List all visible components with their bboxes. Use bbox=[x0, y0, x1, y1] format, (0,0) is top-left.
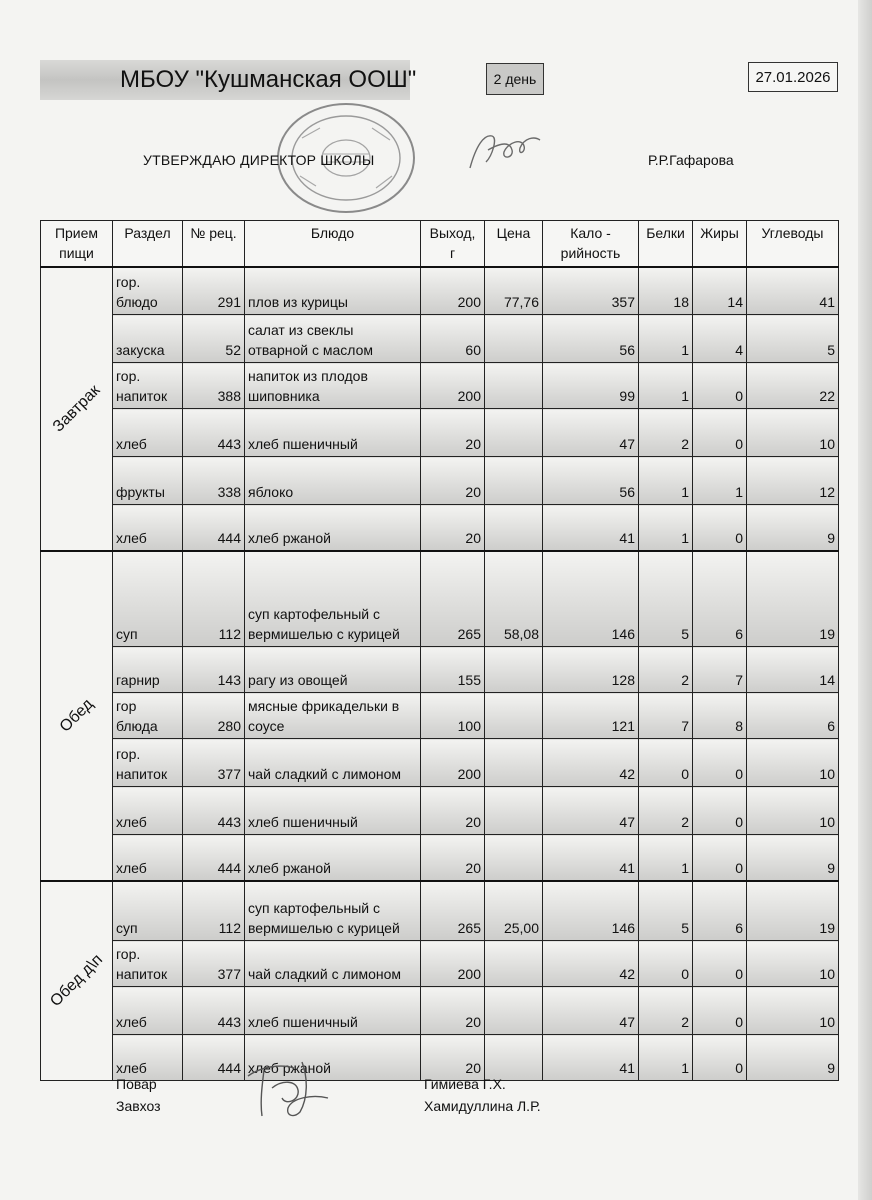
dish-cell: рагу из овощей bbox=[245, 647, 421, 693]
carbs-cell: 6 bbox=[747, 693, 839, 739]
price-cell bbox=[485, 835, 543, 881]
price-cell: 77,76 bbox=[485, 267, 543, 315]
table-row bbox=[41, 1035, 839, 1081]
dish-cell: хлеб пшеничный bbox=[245, 409, 421, 457]
calories-cell: 121 bbox=[543, 693, 639, 739]
fat-cell: 7 bbox=[693, 647, 747, 693]
carbs-cell: 10 bbox=[747, 987, 839, 1035]
recipe-cell: 443 bbox=[183, 987, 245, 1035]
table-row bbox=[41, 941, 839, 987]
dish-cell: суп картофельный с вермишелью с курицей bbox=[245, 881, 421, 941]
carbs-cell: 10 bbox=[747, 409, 839, 457]
price-cell bbox=[485, 315, 543, 363]
output-cell: 155 bbox=[421, 647, 485, 693]
fat-cell: 0 bbox=[693, 409, 747, 457]
page-title: МБОУ "Кушманская ООШ" bbox=[120, 66, 417, 93]
dish-cell: напиток из плодов шиповника bbox=[245, 363, 421, 409]
output-cell: 100 bbox=[421, 693, 485, 739]
price-cell bbox=[485, 647, 543, 693]
calories-cell: 146 bbox=[543, 551, 639, 647]
col-protein: Белки bbox=[639, 221, 693, 267]
output-cell: 200 bbox=[421, 941, 485, 987]
price-cell bbox=[485, 787, 543, 835]
calories-cell: 47 bbox=[543, 987, 639, 1035]
calories-cell: 47 bbox=[543, 787, 639, 835]
table-row bbox=[41, 551, 839, 647]
section-cell: хлеб bbox=[113, 835, 183, 881]
output-cell: 200 bbox=[421, 363, 485, 409]
section-cell: фрукты bbox=[113, 457, 183, 505]
price-cell bbox=[485, 941, 543, 987]
col-carbs: Углеводы bbox=[747, 221, 839, 267]
section-cell: гор. напиток bbox=[113, 739, 183, 787]
carbs-cell: 12 bbox=[747, 457, 839, 505]
section-cell: хлеб bbox=[113, 505, 183, 551]
table-row bbox=[41, 409, 839, 457]
calories-cell: 41 bbox=[543, 505, 639, 551]
recipe-cell: 444 bbox=[183, 1035, 245, 1081]
price-cell bbox=[485, 363, 543, 409]
protein-cell: 5 bbox=[639, 881, 693, 941]
scan-edge-shadow bbox=[858, 0, 872, 1200]
protein-cell: 1 bbox=[639, 505, 693, 551]
calories-cell: 47 bbox=[543, 409, 639, 457]
storekeeper-role: Завхоз bbox=[116, 1098, 161, 1114]
dish-cell: хлеб ржаной bbox=[245, 835, 421, 881]
protein-cell: 1 bbox=[639, 315, 693, 363]
price-cell bbox=[485, 409, 543, 457]
col-output: Выход, г bbox=[421, 221, 485, 267]
fat-cell: 6 bbox=[693, 881, 747, 941]
section-cell: хлеб bbox=[113, 987, 183, 1035]
calories-cell: 56 bbox=[543, 457, 639, 505]
output-cell: 265 bbox=[421, 881, 485, 941]
price-cell: 58,08 bbox=[485, 551, 543, 647]
output-cell: 20 bbox=[421, 835, 485, 881]
meal-cell bbox=[41, 551, 113, 881]
section-cell: хлеб bbox=[113, 1035, 183, 1081]
dish-cell: чай сладкий с лимоном bbox=[245, 941, 421, 987]
dish-cell: салат из свеклы отварной с маслом bbox=[245, 315, 421, 363]
output-cell: 20 bbox=[421, 1035, 485, 1081]
table-row bbox=[41, 881, 839, 941]
output-cell: 200 bbox=[421, 267, 485, 315]
table-row bbox=[41, 787, 839, 835]
carbs-cell: 41 bbox=[747, 267, 839, 315]
protein-cell: 1 bbox=[639, 363, 693, 409]
table-row bbox=[41, 835, 839, 881]
fat-cell: 4 bbox=[693, 315, 747, 363]
section-cell: гарнир bbox=[113, 647, 183, 693]
dish-cell: суп картофельный с вермишелью с курицей bbox=[245, 551, 421, 647]
recipe-cell: 377 bbox=[183, 941, 245, 987]
protein-cell: 1 bbox=[639, 1035, 693, 1081]
price-cell bbox=[485, 457, 543, 505]
dish-cell: хлеб пшеничный bbox=[245, 987, 421, 1035]
price-cell bbox=[485, 987, 543, 1035]
price-cell bbox=[485, 693, 543, 739]
meal-cell bbox=[41, 267, 113, 551]
recipe-cell: 443 bbox=[183, 787, 245, 835]
col-section: Раздел bbox=[113, 221, 183, 267]
price-cell bbox=[485, 505, 543, 551]
dish-cell: хлеб ржаной bbox=[245, 1035, 421, 1081]
fat-cell: 8 bbox=[693, 693, 747, 739]
director-signature bbox=[462, 128, 546, 174]
meal-label: Обед д\п bbox=[46, 950, 106, 1010]
carbs-cell: 9 bbox=[747, 835, 839, 881]
table-row bbox=[41, 647, 839, 693]
cook-role: Повар bbox=[116, 1076, 157, 1092]
recipe-cell: 377 bbox=[183, 739, 245, 787]
calories-cell: 41 bbox=[543, 835, 639, 881]
recipe-cell: 112 bbox=[183, 551, 245, 647]
date-box: 27.01.2026 bbox=[748, 62, 838, 92]
table-row bbox=[41, 267, 839, 315]
output-cell: 20 bbox=[421, 987, 485, 1035]
approval-line: УТВЕРЖДАЮ ДИРЕКТОР ШКОЛЫ bbox=[143, 152, 375, 168]
fat-cell: 0 bbox=[693, 787, 747, 835]
recipe-cell: 443 bbox=[183, 409, 245, 457]
cook-signature bbox=[242, 1058, 334, 1120]
output-cell: 20 bbox=[421, 505, 485, 551]
price-cell: 25,00 bbox=[485, 881, 543, 941]
carbs-cell: 19 bbox=[747, 881, 839, 941]
output-cell: 20 bbox=[421, 457, 485, 505]
fat-cell: 0 bbox=[693, 987, 747, 1035]
recipe-cell: 52 bbox=[183, 315, 245, 363]
section-cell: закуска bbox=[113, 315, 183, 363]
carbs-cell: 5 bbox=[747, 315, 839, 363]
storekeeper-name: Хамидуллина Л.Р. bbox=[424, 1098, 541, 1114]
section-cell: гор. напиток bbox=[113, 363, 183, 409]
protein-cell: 18 bbox=[639, 267, 693, 315]
calories-cell: 41 bbox=[543, 1035, 639, 1081]
dish-cell: хлеб ржаной bbox=[245, 505, 421, 551]
carbs-cell: 14 bbox=[747, 647, 839, 693]
dish-cell: хлеб пшеничный bbox=[245, 787, 421, 835]
table-row bbox=[41, 505, 839, 551]
dish-cell: плов из курицы bbox=[245, 267, 421, 315]
fat-cell: 0 bbox=[693, 941, 747, 987]
protein-cell: 2 bbox=[639, 409, 693, 457]
protein-cell: 0 bbox=[639, 739, 693, 787]
section-cell: хлеб bbox=[113, 787, 183, 835]
carbs-cell: 9 bbox=[747, 1035, 839, 1081]
fat-cell: 6 bbox=[693, 551, 747, 647]
table-header-row bbox=[41, 221, 839, 267]
meal-label: Завтрак bbox=[49, 381, 103, 435]
output-cell: 265 bbox=[421, 551, 485, 647]
calories-cell: 99 bbox=[543, 363, 639, 409]
recipe-cell: 143 bbox=[183, 647, 245, 693]
table-row bbox=[41, 987, 839, 1035]
carbs-cell: 10 bbox=[747, 787, 839, 835]
cook-name: Гимиева Г.Х. bbox=[424, 1076, 506, 1092]
table-row bbox=[41, 315, 839, 363]
protein-cell: 5 bbox=[639, 551, 693, 647]
section-cell: суп bbox=[113, 551, 183, 647]
fat-cell: 0 bbox=[693, 363, 747, 409]
table-row bbox=[41, 693, 839, 739]
carbs-cell: 19 bbox=[747, 551, 839, 647]
meal-group bbox=[41, 881, 839, 1081]
section-cell: гор. блюдо bbox=[113, 267, 183, 315]
calories-cell: 146 bbox=[543, 881, 639, 941]
recipe-cell: 338 bbox=[183, 457, 245, 505]
fat-cell: 0 bbox=[693, 505, 747, 551]
recipe-cell: 388 bbox=[183, 363, 245, 409]
fat-cell: 0 bbox=[693, 1035, 747, 1081]
calories-cell: 56 bbox=[543, 315, 639, 363]
dish-cell: яблоко bbox=[245, 457, 421, 505]
protein-cell: 2 bbox=[639, 987, 693, 1035]
table-row bbox=[41, 363, 839, 409]
recipe-cell: 291 bbox=[183, 267, 245, 315]
section-cell: суп bbox=[113, 881, 183, 941]
col-recipe: № рец. bbox=[183, 221, 245, 267]
recipe-cell: 444 bbox=[183, 835, 245, 881]
price-cell bbox=[485, 739, 543, 787]
protein-cell: 2 bbox=[639, 647, 693, 693]
output-cell: 200 bbox=[421, 739, 485, 787]
carbs-cell: 10 bbox=[747, 941, 839, 987]
day-badge: 2 день bbox=[486, 63, 544, 95]
protein-cell: 2 bbox=[639, 787, 693, 835]
price-cell bbox=[485, 1035, 543, 1081]
col-meal: Прием пищи bbox=[41, 221, 113, 267]
dish-cell: мясные фрикадельки в соусе bbox=[245, 693, 421, 739]
meal-group bbox=[41, 551, 839, 881]
recipe-cell: 280 bbox=[183, 693, 245, 739]
col-calories: Кало - рийность bbox=[543, 221, 639, 267]
meal-cell bbox=[41, 881, 113, 1081]
col-price: Цена bbox=[485, 221, 543, 267]
col-fat: Жиры bbox=[693, 221, 747, 267]
section-cell: гор блюда bbox=[113, 693, 183, 739]
output-cell: 20 bbox=[421, 787, 485, 835]
section-cell: хлеб bbox=[113, 409, 183, 457]
output-cell: 20 bbox=[421, 409, 485, 457]
protein-cell: 1 bbox=[639, 835, 693, 881]
fat-cell: 0 bbox=[693, 739, 747, 787]
carbs-cell: 9 bbox=[747, 505, 839, 551]
dish-cell: чай сладкий с лимоном bbox=[245, 739, 421, 787]
output-cell: 60 bbox=[421, 315, 485, 363]
calories-cell: 42 bbox=[543, 941, 639, 987]
fat-cell: 0 bbox=[693, 835, 747, 881]
recipe-cell: 112 bbox=[183, 881, 245, 941]
table-row bbox=[41, 457, 839, 505]
calories-cell: 357 bbox=[543, 267, 639, 315]
carbs-cell: 10 bbox=[747, 739, 839, 787]
protein-cell: 1 bbox=[639, 457, 693, 505]
meal-label: Обед bbox=[56, 695, 97, 736]
meal-group bbox=[41, 267, 839, 551]
calories-cell: 42 bbox=[543, 739, 639, 787]
director-name: Р.Р.Гафарова bbox=[648, 152, 734, 168]
table-row bbox=[41, 739, 839, 787]
protein-cell: 7 bbox=[639, 693, 693, 739]
carbs-cell: 22 bbox=[747, 363, 839, 409]
calories-cell: 128 bbox=[543, 647, 639, 693]
col-dish: Блюдо bbox=[245, 221, 421, 267]
section-cell: гор. напиток bbox=[113, 941, 183, 987]
protein-cell: 0 bbox=[639, 941, 693, 987]
recipe-cell: 444 bbox=[183, 505, 245, 551]
fat-cell: 1 bbox=[693, 457, 747, 505]
menu-table bbox=[40, 220, 839, 1081]
fat-cell: 14 bbox=[693, 267, 747, 315]
